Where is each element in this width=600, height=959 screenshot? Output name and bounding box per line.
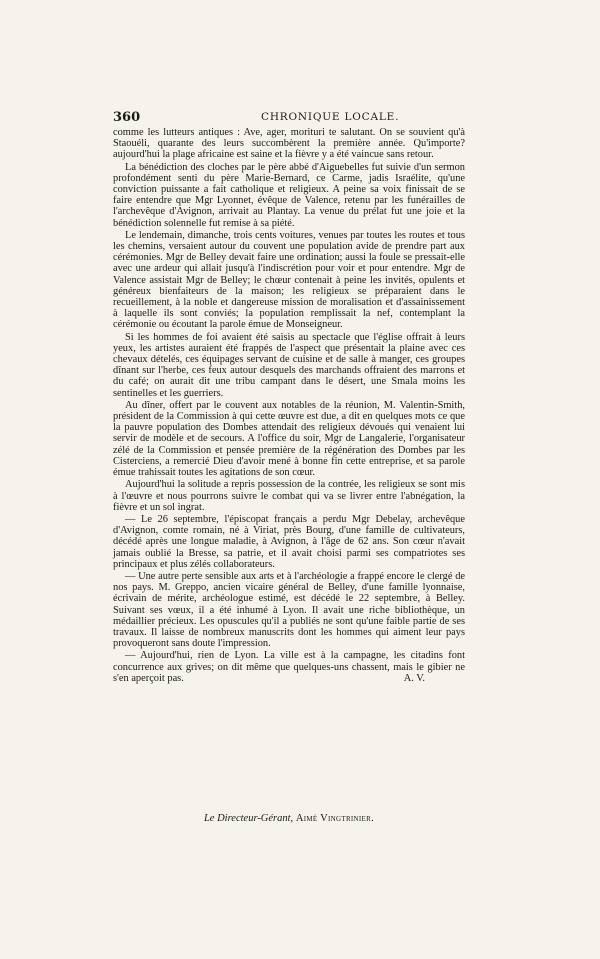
footer-name: Aimé Vingtrinier.: [295, 813, 375, 824]
paragraph: Au dîner, offert par le couvent aux notables de la réunion, M. Valentin-Smith, président de la Commission à qui cette œuvre est due, a dit en quelques mots ce que la pauvre population des Dombes attendait des religieux dévoués qui venaient lui servir de modèle et de secours. A l'office du soir, Mgr de Langalerie, l'organisateur zélé de la Commission et pensée première de la régénération des Dombes par les Cisterciens, a remercié Dieu d'avoir mené à bonne fin cette entreprise, et sa parole émue trahissait toutes les agitations de son cœur.: [113, 399, 465, 479]
paragraph: Si les hommes de foi avaient été saisis au spectacle que l'église offrait à leurs yeux, les artistes auraient été frappés de l'aspect que présentait la plaine avec ces chevaux dételés, ces équipages servant de cuisine et de salle à manger, ces groupes dînant sur l'herbe, ces feux autour desquels des marchands offraient des marrons et du café; on aurait dit une tribu campant dans le désert, une Smala moins les sentinelles et les guerriers.: [113, 331, 465, 399]
running-title: CHRONIQUE LOCALE.: [261, 111, 400, 123]
footer-role: Le Directeur-Gérant,: [203, 813, 294, 824]
paragraph: Aujourd'hui la solitude a repris possession de la contrée, les religieux se sont mis à l'œuvre et nous pourrons suivre le combat qui va se livrer entre l'abnégation, la fièvre et un sol ingrat.: [113, 479, 465, 513]
paragraph: — Une autre perte sensible aux arts et à l'archéologie a frappé encore le clergé de nos pays. M. Greppo, ancien vicaire général de Belley, d'une famille lyonnaise, écrivain de mérite, archéologue estimé, est décédé le 22 septembre, à Belley. Suivant ses vœux, il a été inhumé à Lyon. Il avait une riche bibliothèque, un médaillier précieux. Les opuscules qu'il a publiés ne sont qu'une faible partie de ses travaux. Il laisse de nombreux manuscrits dont les hommes qui aiment leur pays provoqueront sans doute l'impression.: [113, 570, 465, 650]
page-number: 360: [113, 110, 141, 125]
article-body: [113, 127, 465, 684]
page-header: [113, 110, 465, 126]
paragraph: La bénédiction des cloches par le père abbé d'Aiguebelles fut suivie d'un sermon profondément senti du père Marie-Bernard, ce Carme, jadis Israélite, qu'une conviction puissante a fait catholique et religieux. A peine sa voix finissait de se faire entendre que Mgr Lyonnet, évêque de Valence, retenu par les funérailles de l'archevêque d'Avignon, arrivait au Plantay. La venue du prélat fut une joie et la bénédiction solennelle fut remise à sa piété.: [113, 161, 465, 229]
paragraph: comme les lutteurs antiques : Ave, ager, morituri te salutant. On se souvient qu'à Staouéli, quarante des leurs succombèrent la première année. Qu'importe? aujourd'hui la plage africaine est saine et la fièvre y a été vaincue sans retour.: [113, 127, 465, 161]
page-footer: [113, 813, 465, 824]
paragraph: — Le 26 septembre, l'épiscopat français a perdu Mgr Debelay, archevêque d'Avignon, comte romain, né à Viriat, près Bourg, d'une famille de cultivateurs, décédé après une longue maladie, à Avignon, à l'âge de 62 ans. Son cœur n'avait jamais oublié la Bresse, sa patrie, et il avait choisi parmi ses compatriotes ses principaux et plus zélés collaborateurs.: [113, 513, 465, 570]
author-signature: A. V.: [403, 672, 425, 684]
paragraph: Le lendemain, dimanche, trois cents voitures, venues par toutes les routes et tous les chemins, versaient autour du couvent une population avide de prendre part aux cérémonies. Mgr de Belley devait faire une ordination; aussi la foule se pressait-elle avec une ardeur qui allait jusqu'à l'indiscrétion pour voir et pour entendre. Mgr de Valence assistait Mgr de Belley; le chœur contenait à peine les invités, opulents et généreux bienfaiteurs de la maison; les religieux se préparaient dans le recueillement, à la noble et dangereuse mission de moralisation et d'assainissement à laquelle ils sont conviés; la population remplissait la nef, contemplant la cérémonie ou écoutant la parole émue de Monseigneur.: [113, 229, 465, 331]
paragraph: — Aujourd'hui, rien de Lyon. La ville est à la campagne, les citadins font concurrence aux grives; on dit même que quelques-uns chassent, mais le gibier ne s'en aperçoit pas.: [113, 650, 465, 684]
